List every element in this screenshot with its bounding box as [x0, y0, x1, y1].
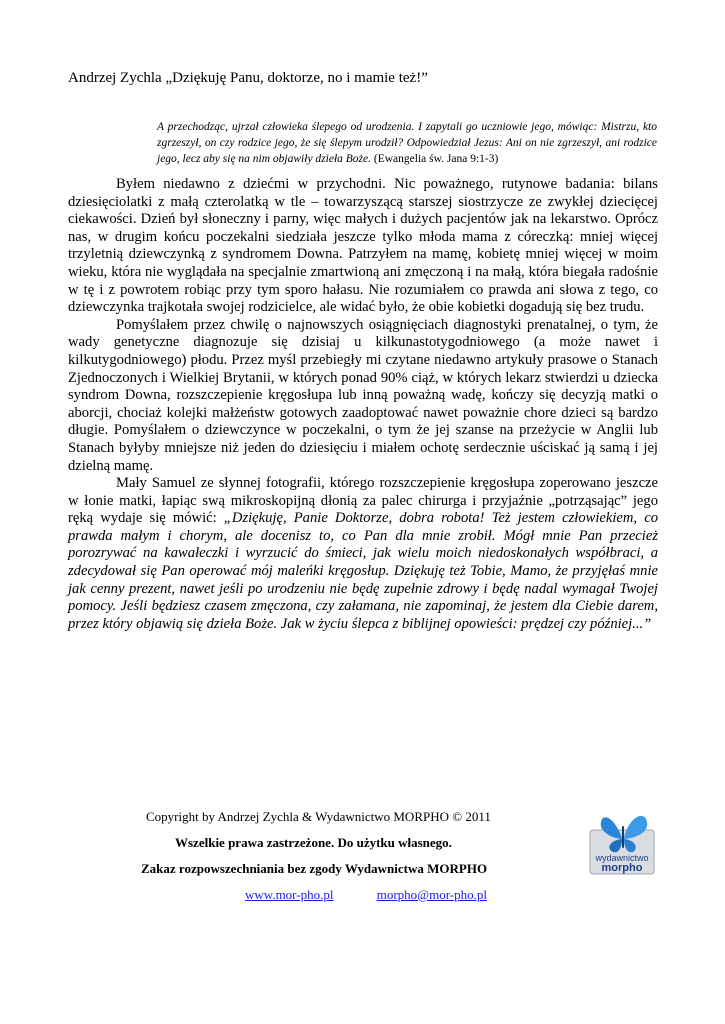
- paragraph-1: Byłem niedawno z dziećmi w przychodni. Nic poważnego, rutynowe badania: bilans dziesięciolatki z małą czterolatką w tle – towarzyszącą starszej siostrzycze ze zwykłej dziecięcej ciekawości. Dzień był słoneczny i parny, więc małych i dużych pacjentów jak na lekarstwo. Oprócz nas, w drugim końcu poczekalni siedziała jeszcze tylko młoda mama z córeczką: mniej więcej trzyletnią dziewczynką z syndromem Downa. Patrzyłem na mamę, kobietę mniej więcej w moim wieku, która nie wyglądała na specjalnie zmartwioną ani zmęczoną i na małą, która biegała radośnie w tę i z powrotem robiąc przy tym sporo hałasu. Nie rozumiałem co prawda ani słowa z tego, co dziewczynka trajkotała swojej rodzicielce, ale widać było, że obie kobietki dogadują się bez trudu.: [68, 176, 658, 316]
- contact-links: [245, 886, 565, 904]
- publisher-logo: [589, 808, 657, 876]
- paragraph-3: [68, 475, 658, 633]
- logo-line-1: wydawnictwo: [595, 853, 649, 863]
- website-link[interactable]: www.mor-pho.pl: [245, 887, 334, 902]
- document-title: Andrzej Zychla „Dziękuję Panu, doktorze, no i mamie też!”: [68, 70, 428, 86]
- article-body: [68, 176, 658, 633]
- motto-text: A przechodząc, ujrzał człowieka ślepego od urodzenia. I zapytali go uczniowie jego, mówiąc: Mistrzu, kto zgrzeszył, on czy rodzice jego, że się ślepym urodził? Odpowiedział Jezus: Ani on nie zgrzeszył, ani rodzice jego, lecz aby się na nim objawiły dzieła Boże.: [157, 121, 657, 165]
- rights-notice: Wszelkie prawa zastrzeżone. Do użytku własnego.: [175, 835, 452, 850]
- distribution-notice: Zakaz rozpowszechniania bez zgody Wydawnictwa MORPHO: [141, 861, 488, 876]
- motto-source: (Ewangelia św. Jana 9:1-3): [373, 153, 499, 165]
- butterfly-body: [622, 826, 624, 848]
- copyright-notice: Copyright by Andrzej Zychla & Wydawnictwo MORPHO © 2011: [146, 809, 491, 824]
- samuel-quote: „Dziękuję, Panie Doktorze, dobra robota! Też jestem człowiekiem, co prawda małym i chorym, ale docenisz to, co Pan dla mnie zrobił. Mógł mnie Pan przecież porozrywać na kawałeczki i wyrzucić do śmieci, jak wielu moich niedoskonałych współbraci, a zdecydował się Pan operować mój maleńki kręgosłup. Dziękuję też Tobie, Mamo, że przyjęłaś mnie jak cenny prezent, nawet jeśli po urodzeniu nie będę zupełnie zdrowy i będę nadal wymagał Twojej pomocy. Jeśli będziesz czasem zmęczona, czy załamana, nie zapominaj, że jestem dla Ciebie darem, przez który objawią się dzieła Boże. Jak w życiu ślepca z biblijnej opowieści: prędzej czy później...”: [68, 510, 658, 632]
- paragraph-2: Pomyślałem przez chwilę o najnowszych osiągnięciach diagnostyki prenatalnej, o tym, że wady genetyczne diagnozuje się dzisiaj u kilkunastotygodniowego (a może nawet i kilkutygodniowego) płodu. Przez myśl przebiegły mi czytane niedawno artykuły prasowe o Stanach Zjednoczonych i Wielkiej Brytanii, w których ponad 90% ciąż, w których lekarz stwierdzi u dziecka syndrom Downa, rozszczepienie kręgosłupa lub inną poważną wadę, kończy się decyzją matki o aborcji, chociaż kolejki małżeństw gotowych zaadoptować nawet poważnie chore dzieci są bardzo długie. Pomyślałem o dziewczynce w poczekalni, o tym że jej szanse na przeżycie w Anglii lub Stanach byłyby mniejsze niż jeden do dziesięciu i miałem ochotę serdecznie uściskać ją samą i jej dzielną mamę.: [68, 316, 658, 474]
- logo-line-2: morpho: [601, 862, 643, 874]
- paragraph-3-lead: Mały Samuel ze słynnej fotografii, którego rozszczepienie kręgosłupa zoperowano jeszcze w łonie matki, łapiąc swą mikroskopijną dłonią za palec chirurga i przyjaźnie „potrząsając” jego ręką wydaje się mówić:: [68, 475, 658, 527]
- motto-quote: [157, 119, 657, 167]
- email-link[interactable]: morpho@mor-pho.pl: [376, 887, 487, 902]
- butterfly-icon: [589, 808, 657, 876]
